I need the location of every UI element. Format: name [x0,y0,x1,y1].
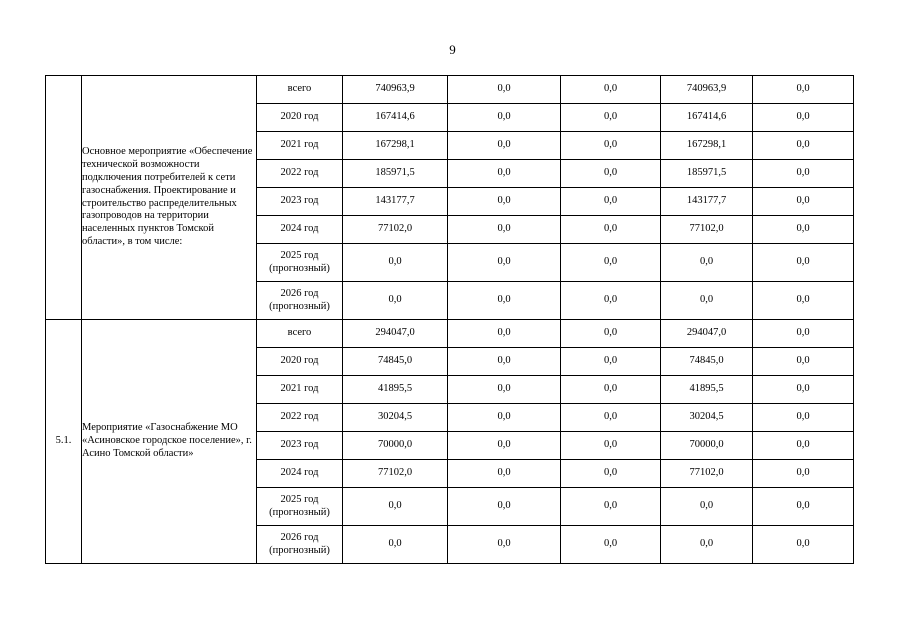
amount-cell: 0,0 [561,404,661,432]
period-cell: 2021 год [257,132,343,160]
amount-cell: 30204,5 [661,404,753,432]
period-cell: всего [257,76,343,104]
amount-cell: 294047,0 [661,320,753,348]
amount-cell: 0,0 [661,526,753,564]
amount-cell: 77102,0 [661,460,753,488]
section-title: Основное мероприятие «Обеспечение технической возможности подключения потребителей к сети газоснабжения. Проектирование и строительство распределительных газопроводов на территории населенных пунктов Томской области», в том числе: [82,76,257,320]
period-cell: 2023 год [257,432,343,460]
amount-cell: 0,0 [753,76,854,104]
amount-cell: 41895,5 [661,376,753,404]
amount-cell: 0,0 [561,488,661,526]
amount-cell: 0,0 [448,216,561,244]
period-cell: 2020 год [257,104,343,132]
amount-cell: 77102,0 [661,216,753,244]
amount-cell: 0,0 [448,460,561,488]
amount-cell: 167298,1 [661,132,753,160]
amount-cell: 0,0 [561,460,661,488]
amount-cell: 0,0 [448,188,561,216]
amount-cell: 0,0 [343,488,448,526]
amount-cell: 0,0 [561,526,661,564]
amount-cell: 0,0 [448,320,561,348]
amount-cell: 41895,5 [343,376,448,404]
amount-cell: 0,0 [448,76,561,104]
table-body [46,76,854,564]
period-cell: 2025 год (прогнозный) [257,244,343,282]
period-cell: 2026 год (прогнозный) [257,282,343,320]
amount-cell: 0,0 [753,132,854,160]
amount-cell: 0,0 [753,404,854,432]
amount-cell: 0,0 [561,348,661,376]
period-cell: 2022 год [257,404,343,432]
amount-cell: 143177,7 [343,188,448,216]
amount-cell: 143177,7 [661,188,753,216]
period-cell: 2021 год [257,376,343,404]
amount-cell: 0,0 [561,132,661,160]
amount-cell: 0,0 [561,216,661,244]
amount-cell: 0,0 [448,282,561,320]
amount-cell: 0,0 [448,432,561,460]
amount-cell: 0,0 [753,160,854,188]
amount-cell: 74845,0 [343,348,448,376]
amount-cell: 77102,0 [343,460,448,488]
section-title: Мероприятие «Газоснабжение МО «Асиновское городское поселение», г. Асино Томской области» [82,320,257,564]
amount-cell: 0,0 [561,244,661,282]
amount-cell: 0,0 [448,160,561,188]
amount-cell: 0,0 [661,282,753,320]
amount-cell: 0,0 [753,526,854,564]
amount-cell: 0,0 [448,104,561,132]
amount-cell: 185971,5 [343,160,448,188]
amount-cell: 740963,9 [343,76,448,104]
table-row [46,320,854,348]
amount-cell: 0,0 [661,488,753,526]
amount-cell: 185971,5 [661,160,753,188]
amount-cell: 0,0 [448,404,561,432]
amount-cell: 0,0 [561,282,661,320]
amount-cell: 0,0 [753,460,854,488]
page-number: 9 [449,42,456,57]
period-cell: 2025 год (прогнозный) [257,488,343,526]
amount-cell: 70000,0 [343,432,448,460]
amount-cell: 0,0 [753,104,854,132]
amount-cell: 0,0 [448,488,561,526]
amount-cell: 77102,0 [343,216,448,244]
amount-cell: 0,0 [753,376,854,404]
period-cell: 2026 год (прогнозный) [257,526,343,564]
amount-cell: 167298,1 [343,132,448,160]
amount-cell: 30204,5 [343,404,448,432]
amount-cell: 0,0 [343,526,448,564]
amount-cell: 0,0 [448,132,561,160]
amount-cell: 0,0 [753,488,854,526]
budget-table [45,75,854,564]
amount-cell: 70000,0 [661,432,753,460]
amount-cell: 0,0 [753,244,854,282]
section-number [46,76,82,320]
amount-cell: 0,0 [343,282,448,320]
period-cell: всего [257,320,343,348]
amount-cell: 740963,9 [661,76,753,104]
amount-cell: 0,0 [753,348,854,376]
amount-cell: 0,0 [561,188,661,216]
amount-cell: 294047,0 [343,320,448,348]
amount-cell: 0,0 [561,320,661,348]
amount-cell: 0,0 [561,160,661,188]
amount-cell: 0,0 [561,432,661,460]
amount-cell: 167414,6 [343,104,448,132]
period-cell: 2022 год [257,160,343,188]
amount-cell: 0,0 [753,282,854,320]
amount-cell: 0,0 [448,526,561,564]
amount-cell: 0,0 [753,188,854,216]
amount-cell: 0,0 [448,348,561,376]
amount-cell: 0,0 [448,244,561,282]
period-cell: 2023 год [257,188,343,216]
amount-cell: 0,0 [561,376,661,404]
amount-cell: 0,0 [661,244,753,282]
amount-cell: 0,0 [753,432,854,460]
amount-cell: 167414,6 [661,104,753,132]
amount-cell: 0,0 [753,216,854,244]
amount-cell: 0,0 [343,244,448,282]
amount-cell: 0,0 [448,376,561,404]
amount-cell: 74845,0 [661,348,753,376]
period-cell: 2024 год [257,460,343,488]
period-cell: 2020 год [257,348,343,376]
amount-cell: 0,0 [753,320,854,348]
period-cell: 2024 год [257,216,343,244]
section-number: 5.1. [46,320,82,564]
table-row [46,76,854,104]
amount-cell: 0,0 [561,76,661,104]
amount-cell: 0,0 [561,104,661,132]
